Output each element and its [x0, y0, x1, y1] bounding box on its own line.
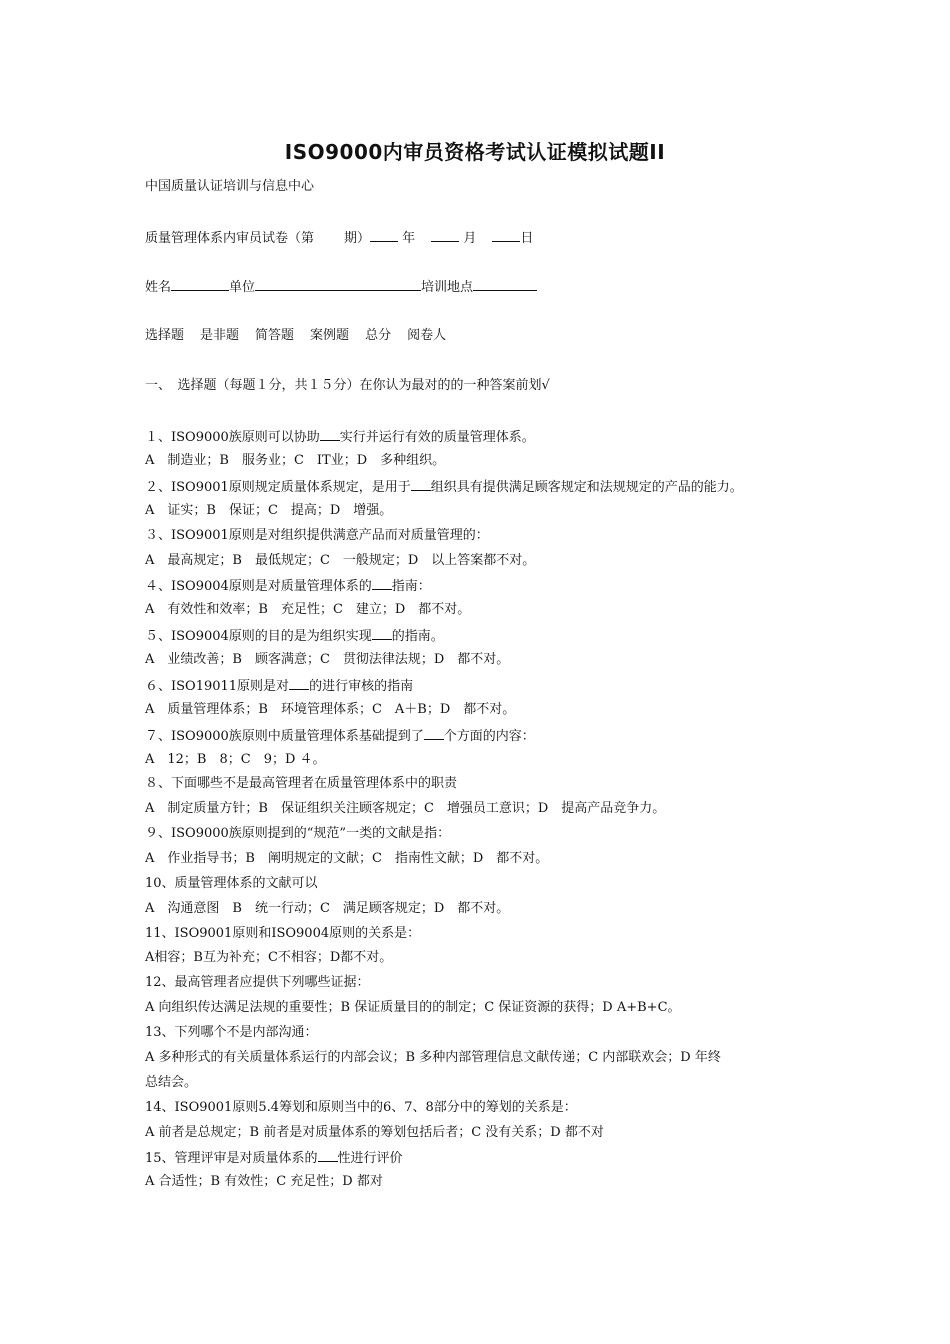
- paper-label: 质量管理体系内审员试卷（第: [145, 231, 315, 246]
- answer-options-2: A 证实；B 保证；C 提高；D 增强。: [145, 503, 393, 518]
- answer-options-4: A 有效性和效率；B 充足性；C 建立；D 都不对。: [145, 602, 471, 617]
- answer-options-9: A 作业指导书；B 阐明规定的文献；C 指南性文献；D 都不对。: [145, 851, 549, 866]
- answer-options-15: A 合适性；B 有效性；C 充足性；D 都对: [145, 1174, 383, 1189]
- month-label: 月: [463, 231, 477, 246]
- answer-options-11: A相容；B互为补充；C不相容；D都不对。: [145, 950, 393, 965]
- paper-info-line: [145, 228, 533, 248]
- answer-options-13-cont: 总结会。: [145, 1075, 198, 1090]
- score-header: 选择题: [145, 328, 185, 343]
- score-header: 是非题: [200, 328, 240, 343]
- month-blank: [431, 228, 459, 242]
- question-13: 13、下列哪个不是内部沟通：: [145, 1025, 318, 1040]
- answer-options-10: A 沟通意图 B 统一行动；C 满足顾客规定；D 都不对。: [145, 901, 510, 916]
- answer-options-8: A 制定质量方针；B 保证组织关注顾客规定；C 增强员工意识；D 提高产品竞争力。: [145, 801, 666, 816]
- score-header: 阅卷人: [407, 328, 447, 343]
- question-5: ５、ISO9004原则的目的是为组织实现 的指南。: [145, 626, 444, 646]
- name-blank: [171, 277, 229, 291]
- section-title: 一、 选择题（每题１分，共１５分）在你认为最对的的一种答案前划√: [145, 378, 550, 393]
- unit-blank: [255, 277, 421, 291]
- organization-name: 中国质量认证培训与信息中心: [145, 179, 315, 194]
- answer-options-1: A 制造业；B 服务业；C IT业；D 多种组织。: [145, 453, 446, 468]
- question-11: 11、ISO9001原则和ISO9004原则的关系是：: [145, 926, 421, 941]
- question-7: ７、ISO9000族原则中质量管理体系基础提到了 个方面的内容：: [145, 726, 535, 746]
- question-10: 10、质量管理体系的文献可以: [145, 876, 318, 891]
- score-header: 总分: [365, 328, 392, 343]
- question-8: ８、下面哪些不是最高管理者在质量管理体系中的职责: [145, 776, 458, 791]
- day-label: 日: [520, 231, 534, 246]
- period-blank: [370, 228, 398, 242]
- answer-options-12: A 向组织传达满足法规的重要性；B 保证质量目的的制定；C 保证资源的获得；D A+B+C。: [145, 1000, 681, 1015]
- question-1: １、ISO9000族原则可以协助 实行并运行有效的质量管理体系。: [145, 427, 535, 447]
- question-12: 12、最高管理者应提供下列哪些证据：: [145, 975, 370, 990]
- question-3: ３、ISO9001原则是对组织提供满意产品而对质量管理的：: [145, 528, 489, 543]
- question-2: ２、ISO9001原则规定质量体系规定，是用于 组织具有提供满足顾客规定和法规规定的产品的能力。: [145, 477, 743, 497]
- answer-options-5: A 业绩改善；B 顾客满意；C 贯彻法律法规；D 都不对。: [145, 652, 510, 667]
- answer-options-13: A 多种形式的有关质量体系运行的内部会议；B 多种内部管理信息文献传递；C 内部联欢会；D 年终: [145, 1050, 721, 1065]
- answer-options-3: A 最高规定；B 最低规定；C 一般规定；D 以上答案都不对。: [145, 553, 536, 568]
- question-4: ４、ISO9004原则是对质量管理体系的 指南：: [145, 576, 431, 596]
- period-label: 期）: [344, 231, 371, 246]
- place-blank: [473, 277, 537, 291]
- score-header: 案例题: [310, 328, 350, 343]
- question-15: 15、管理评审是对质量体系的 性进行评价: [145, 1148, 403, 1168]
- year-label: 年: [402, 231, 416, 246]
- question-6: ６、ISO19011原则是对 的进行审核的指南: [145, 676, 413, 696]
- answer-options-7: A 12；B 8；C 9；D ４。: [145, 752, 326, 767]
- answer-options-14: A 前者是总规定；B 前者是对质量体系的筹划包括后者；C 没有关系；D 都不对: [145, 1125, 604, 1140]
- question-14: 14、ISO9001原则5.4筹划和原则当中的6、7、8部分中的筹划的关系是：: [145, 1100, 577, 1115]
- name-label: 姓名: [145, 280, 172, 295]
- question-9: ９、ISO9000族原则提到的“规范”一类的文献是指：: [145, 826, 451, 841]
- score-headers: [145, 327, 446, 345]
- answer-options-6: A 质量管理体系；B 环境管理体系；C A＋B；D 都不对。: [145, 702, 516, 717]
- score-header: 简答题: [255, 328, 295, 343]
- examinee-info-line: [145, 277, 537, 297]
- page-title: ISO9000内审员资格考试认证模拟试题II: [284, 140, 666, 164]
- place-label: 培训地点: [421, 280, 474, 295]
- day-blank: [492, 228, 520, 242]
- unit-label: 单位: [229, 280, 256, 295]
